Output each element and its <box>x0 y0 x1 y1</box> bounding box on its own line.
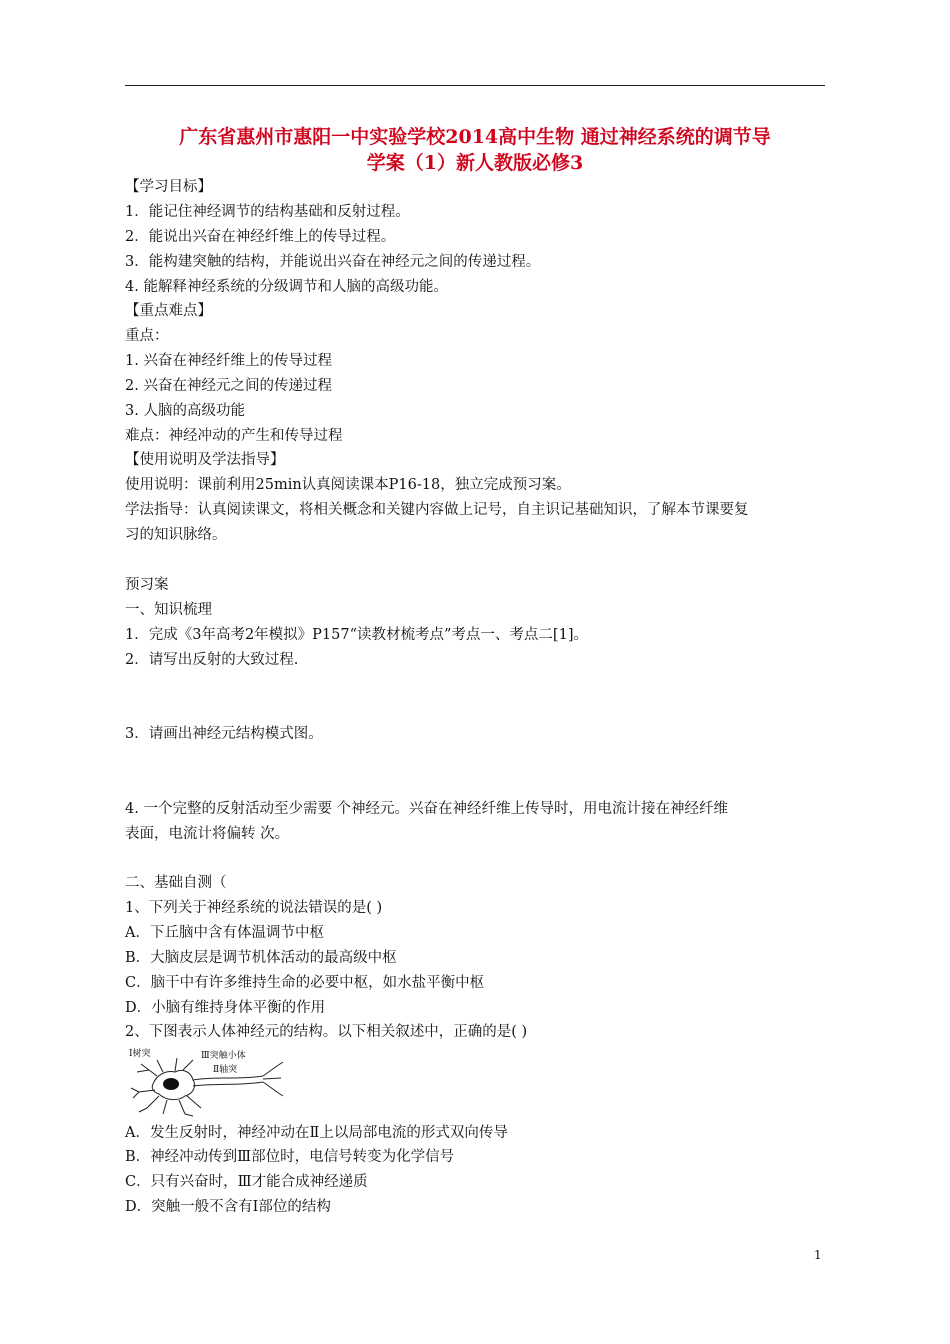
keypoint-2: 2. 兴奋在神经元之间的传递过程 <box>125 378 332 394</box>
task-4-line-2: 表面，电流计将偏转 次。 <box>125 826 290 842</box>
task-1: 1．完成《3年高考2年模拟》P157“读教材梳考点”考点一、考点二[1]。 <box>125 627 588 643</box>
title-line-2: 学案（1）新人教版必修3 <box>366 152 584 174</box>
task-2: 2．请写出反射的大致过程. <box>125 652 299 668</box>
keypoint-3: 3. 人脑的高级功能 <box>125 403 245 419</box>
header-rule <box>125 85 825 86</box>
knowledge-heading: 一、知识梳理 <box>125 602 212 618</box>
q1-option-d: D．小脑有维持身体平衡的作用 <box>125 1000 326 1016</box>
difficulty: 难点：神经冲动的产生和传导过程 <box>125 428 343 444</box>
title-line-1: 广东省惠州市惠阳一中实验学校2014高中生物 通过神经系统的调节导 <box>179 126 771 148</box>
section-heading-keypoints: 【重点难点】 <box>125 303 212 319</box>
label-dendrite: Ⅰ树突 <box>129 1049 151 1059</box>
label-synaptic-terminal: Ⅲ突触小体 <box>201 1051 246 1061</box>
keypoint-1: 1. 兴奋在神经纤维上的传导过程 <box>125 353 332 369</box>
label-axon: Ⅱ轴突 <box>213 1065 238 1075</box>
objective-1: 1．能记住神经调节的结构基础和反射过程。 <box>125 204 410 220</box>
task-3: 3．请画出神经元结构模式图。 <box>125 726 323 742</box>
neuron-figure <box>127 1046 297 1118</box>
neuron-nucleus <box>163 1078 179 1090</box>
objective-3: 3．能构建突触的结构，并能说出兴奋在神经元之间的传递过程。 <box>125 254 541 270</box>
q1-option-c: C．脑干中有许多维持生命的必要中枢，如水盐平衡中枢 <box>125 975 485 991</box>
objective-2: 2．能说出兴奋在神经纤维上的传导过程。 <box>125 229 396 245</box>
neuron-cell-body <box>131 1058 283 1116</box>
objective-4: 4. 能解释神经系统的分级调节和人脑的高级功能。 <box>125 279 448 295</box>
q1-option-b: B．大脑皮层是调节机体活动的最高级中枢 <box>125 950 397 966</box>
q2-option-d: D．突触一般不含有Ⅰ部位的结构 <box>125 1199 331 1215</box>
study-guide-line-2: 习的知识脉络。 <box>125 527 227 543</box>
q2-option-a: A．发生反射时，神经冲动在Ⅱ上以局部电流的形式双向传导 <box>125 1125 508 1141</box>
preview-heading: 预习案 <box>125 577 169 593</box>
question-1: 1、下列关于神经系统的说法错误的是( ) <box>125 900 383 916</box>
document-title <box>125 124 825 176</box>
q1-option-a: A．下丘脑中含有体温调节中枢 <box>125 925 324 941</box>
keypoints-label: 重点： <box>125 328 169 344</box>
q2-option-b: B．神经冲动传到Ⅲ部位时，电信号转变为化学信号 <box>125 1149 455 1165</box>
q2-option-c: C．只有兴奋时，Ⅲ才能合成神经递质 <box>125 1174 368 1190</box>
task-4-line-1: 4. 一个完整的反射活动至少需要 个神经元。兴奋在神经纤维上传导时，用电流计接在神经纤维 <box>125 801 729 817</box>
page-number: 1 <box>814 1248 822 1262</box>
self-test-heading: 二、基础自测（ <box>125 875 227 891</box>
question-2: 2、下图表示人体神经元的结构。以下相关叙述中，正确的是( ) <box>125 1024 528 1040</box>
section-heading-objectives: 【学习目标】 <box>125 179 212 195</box>
study-guide-line-1: 学法指导：认真阅读课文，将相关概念和关键内容做上记号，自主识记基础知识，了解本节课要复 <box>125 502 749 518</box>
section-heading-instructions: 【使用说明及学法指导】 <box>125 452 285 468</box>
usage-note: 使用说明：课前利用25min认真阅读课本P16-18，独立完成预习案。 <box>125 477 571 493</box>
